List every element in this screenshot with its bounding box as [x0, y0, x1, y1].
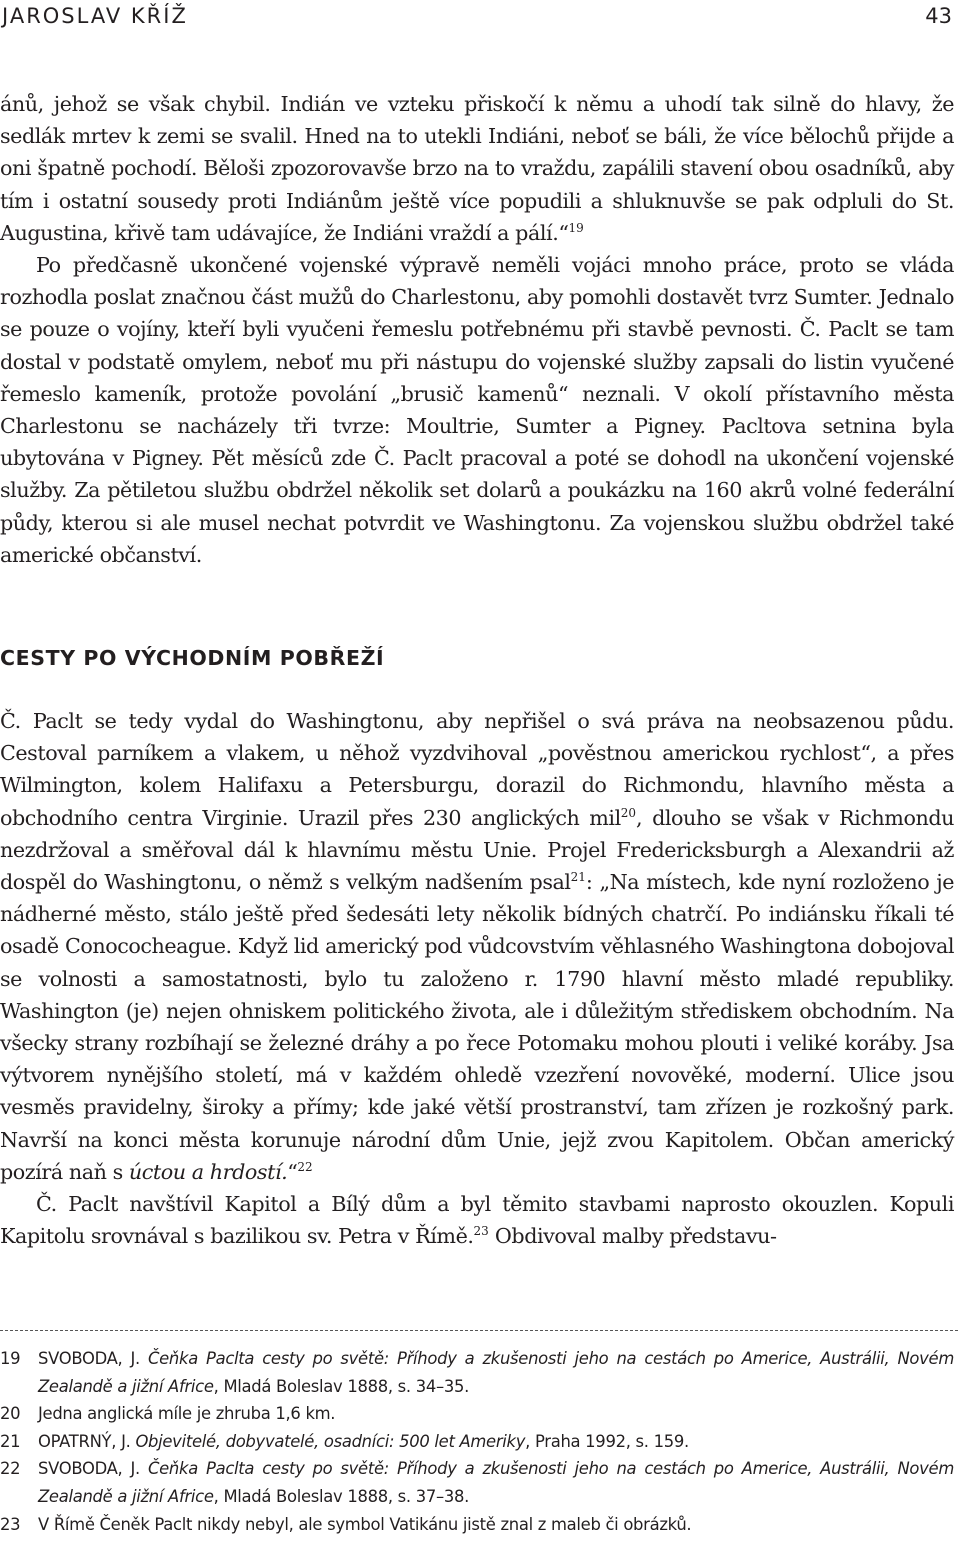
running-head	[0, 4, 960, 32]
page-number: 43	[925, 4, 952, 28]
footnote-reference: 19	[568, 220, 584, 235]
footnote-reference: 23	[473, 1224, 489, 1239]
text-run: , Mladá Boleslav 1888, s. 34–35.	[213, 1376, 470, 1396]
text-run: , Praha 1992, s. 159.	[525, 1431, 689, 1451]
text-run: OPATRNÝ, J.	[38, 1431, 136, 1451]
text-run: “	[287, 1159, 298, 1184]
section-heading: CESTY PO VÝCHODNÍM POBŘEŽÍ	[0, 646, 385, 670]
paragraph	[0, 88, 954, 249]
paragraph	[0, 249, 954, 571]
footnote	[0, 1511, 954, 1539]
footnote-number: 19	[0, 1349, 21, 1368]
footnote	[0, 1428, 954, 1456]
text-run: SVOBODA, J.	[38, 1349, 148, 1368]
text-run: Č. Paclt se tedy vydal do Washingtonu, aby nepřišel o svá práva na neobsazenou půdu. Cestoval parníkem a vlakem, u něhož vyzdvihoval „pověstnou americkou rychlost“, a přes Wilmington, kolem Halifaxu a Petersburgu, dorazil do Richmondu, hlavního města a obchodního centra Virginie. Urazil přes 230 anglických mil	[0, 709, 954, 830]
text-run: Obdivoval malby představu-	[488, 1224, 777, 1249]
footnote-reference: 22	[297, 1159, 313, 1174]
italic-text: úctou a hrdostí.	[128, 1159, 288, 1184]
italic-text: Objevitelé, dobyvatelé, osadníci: 500 let Ameriky	[135, 1431, 526, 1451]
footnote-number: 20	[0, 1404, 21, 1424]
footnote	[0, 1400, 954, 1428]
footnote-separator	[0, 1330, 958, 1331]
text-run: , dlouho se však v Richmondu nezdržoval a směřoval dál k hlavnímu městu Unie. Projel Fredericksburgh a Alexandrii až dospěl do Washingtonu, o němž s velkým nadšením psal	[0, 805, 954, 895]
footnote	[0, 1345, 954, 1400]
text-run: Po předčasně ukončené vojenské výpravě neměli vojáci mnoho práce, proto se vláda rozhodla poslat značnou část mužů do Charlestonu, aby pomohli dostavět tvrz Sumter. Jednalo se pouze o vojíny, kteří byli vyučeni řemeslu potřebnému při stavbě pevnosti. Č. Paclt se tam dostal v podstatě omylem, neboť mu při nástupu do vojenské služby zapsali do listin vyučené řemeslo kameník, protože povolání „brusič kamenů“ neznali. V okolí přístavního města Charlestonu se nacházely tři tvrze: Moultrie, Sumter a Pigney. Pacltova setnina byla ubytována v Pigney. Pět měsíců zde Č. Paclt pracoval a poté se dohodl na ukončení vojenské služby. Za pětiletou službu obdržel několik set dolarů a poukázku na 160 akrů volné federální půdy, kterou si ale musel nechat potvrdit ve Washingtonu. Za vojenskou službu obdržel také americké občanství.	[0, 253, 954, 567]
italic-text: Čeňka Paclta cesty po světě: Příhody a zkušenosti jeho na cestách po Americe, Austrálii, Novém Zealandě a jižní Africe	[38, 1349, 954, 1396]
text-run: V Římě Čeněk Paclt nikdy nebyl, ale symbol Vatikánu jistě znal z maleb či obrázků.	[38, 1514, 692, 1534]
text-run: ánů, jehož se však chybil. Indián ve vzteku přiskočí k němu a uhodí tak silně do hlavy, že sedlák mrtev k zemi se svalil. Hned na to utekli Indiáni, neboť se báli, že více bělochů přijde a oni špatně pochodí. Běloši zpozorovavše brzo na to vraždu, zapálili stavení obou osadníků, aby tím i ostatní sousedy proti Indiánům ještě více popudili a shluknuvše se pak odpluli do St. Augustina, křivě tam udávajíce, že Indiáni vraždí a pálí.“	[0, 92, 954, 245]
footnote-number: 21	[0, 1431, 21, 1451]
paragraph	[0, 1188, 954, 1252]
paragraph	[0, 705, 954, 1188]
body-text-before-heading	[0, 88, 954, 571]
footnote-reference: 21	[570, 870, 586, 885]
italic-text: Čeňka Paclta cesty po světě: Příhody a zkušenosti jeho na cestách po Americe, Austrálii, Novém Zealandě a jižní Africe	[38, 1459, 954, 1506]
text-run: : „Na místech, kde nyní rozloženo je nádherné město, stálo ještě před šedesáti lety několik bídných chatrčí. Po indiánsku říkali té osadě Conococheague. Když lid americký pod vůdcovstvím věhlasného Washingtona dobojoval se volnosti a samostatnosti, bylo tu založeno r. 1790 hlavní město mladé republiky. Washington (je) nejen ohniskem politického života, ale i důležitým střediskem obchodním. Na všecky strany rozbíhají se železné dráhy a po řece Potomaku mohou plouti i veliké koráby. Jsa výtvorem nynějšího století, má v každém ohledě vzezření novověké, moderní. Ulice jsou vesměs pravidelny, široky a přímy; kde jaké větší prostranství, tam zřízen je rozkošný park. Navrší na konci města korunuje národní dům Unie, jejž zvou Kapitolem. Občan americký pozírá naň s	[0, 870, 954, 1184]
footnote-number: 22	[0, 1459, 21, 1479]
footnotes	[0, 1345, 954, 1538]
footnote	[0, 1455, 954, 1510]
footnote-reference: 20	[620, 805, 637, 820]
footnote-number: 23	[0, 1514, 21, 1534]
text-run: Č. Paclt navštívil Kapitol a Bílý dům a byl těmito stavbami naprosto okouzlen. Kopuli Kapitolu srovnával s bazilikou sv. Petra v Římě.	[0, 1192, 954, 1249]
running-head-author: JAROSLAV KŘÍŽ	[2, 4, 188, 28]
text-run: Jedna anglická míle je zhruba 1,6 km.	[38, 1404, 336, 1424]
text-run: SVOBODA, J.	[38, 1459, 148, 1479]
text-run: , Mladá Boleslav 1888, s. 37–38.	[213, 1486, 470, 1506]
body-text-after-heading	[0, 705, 954, 1252]
